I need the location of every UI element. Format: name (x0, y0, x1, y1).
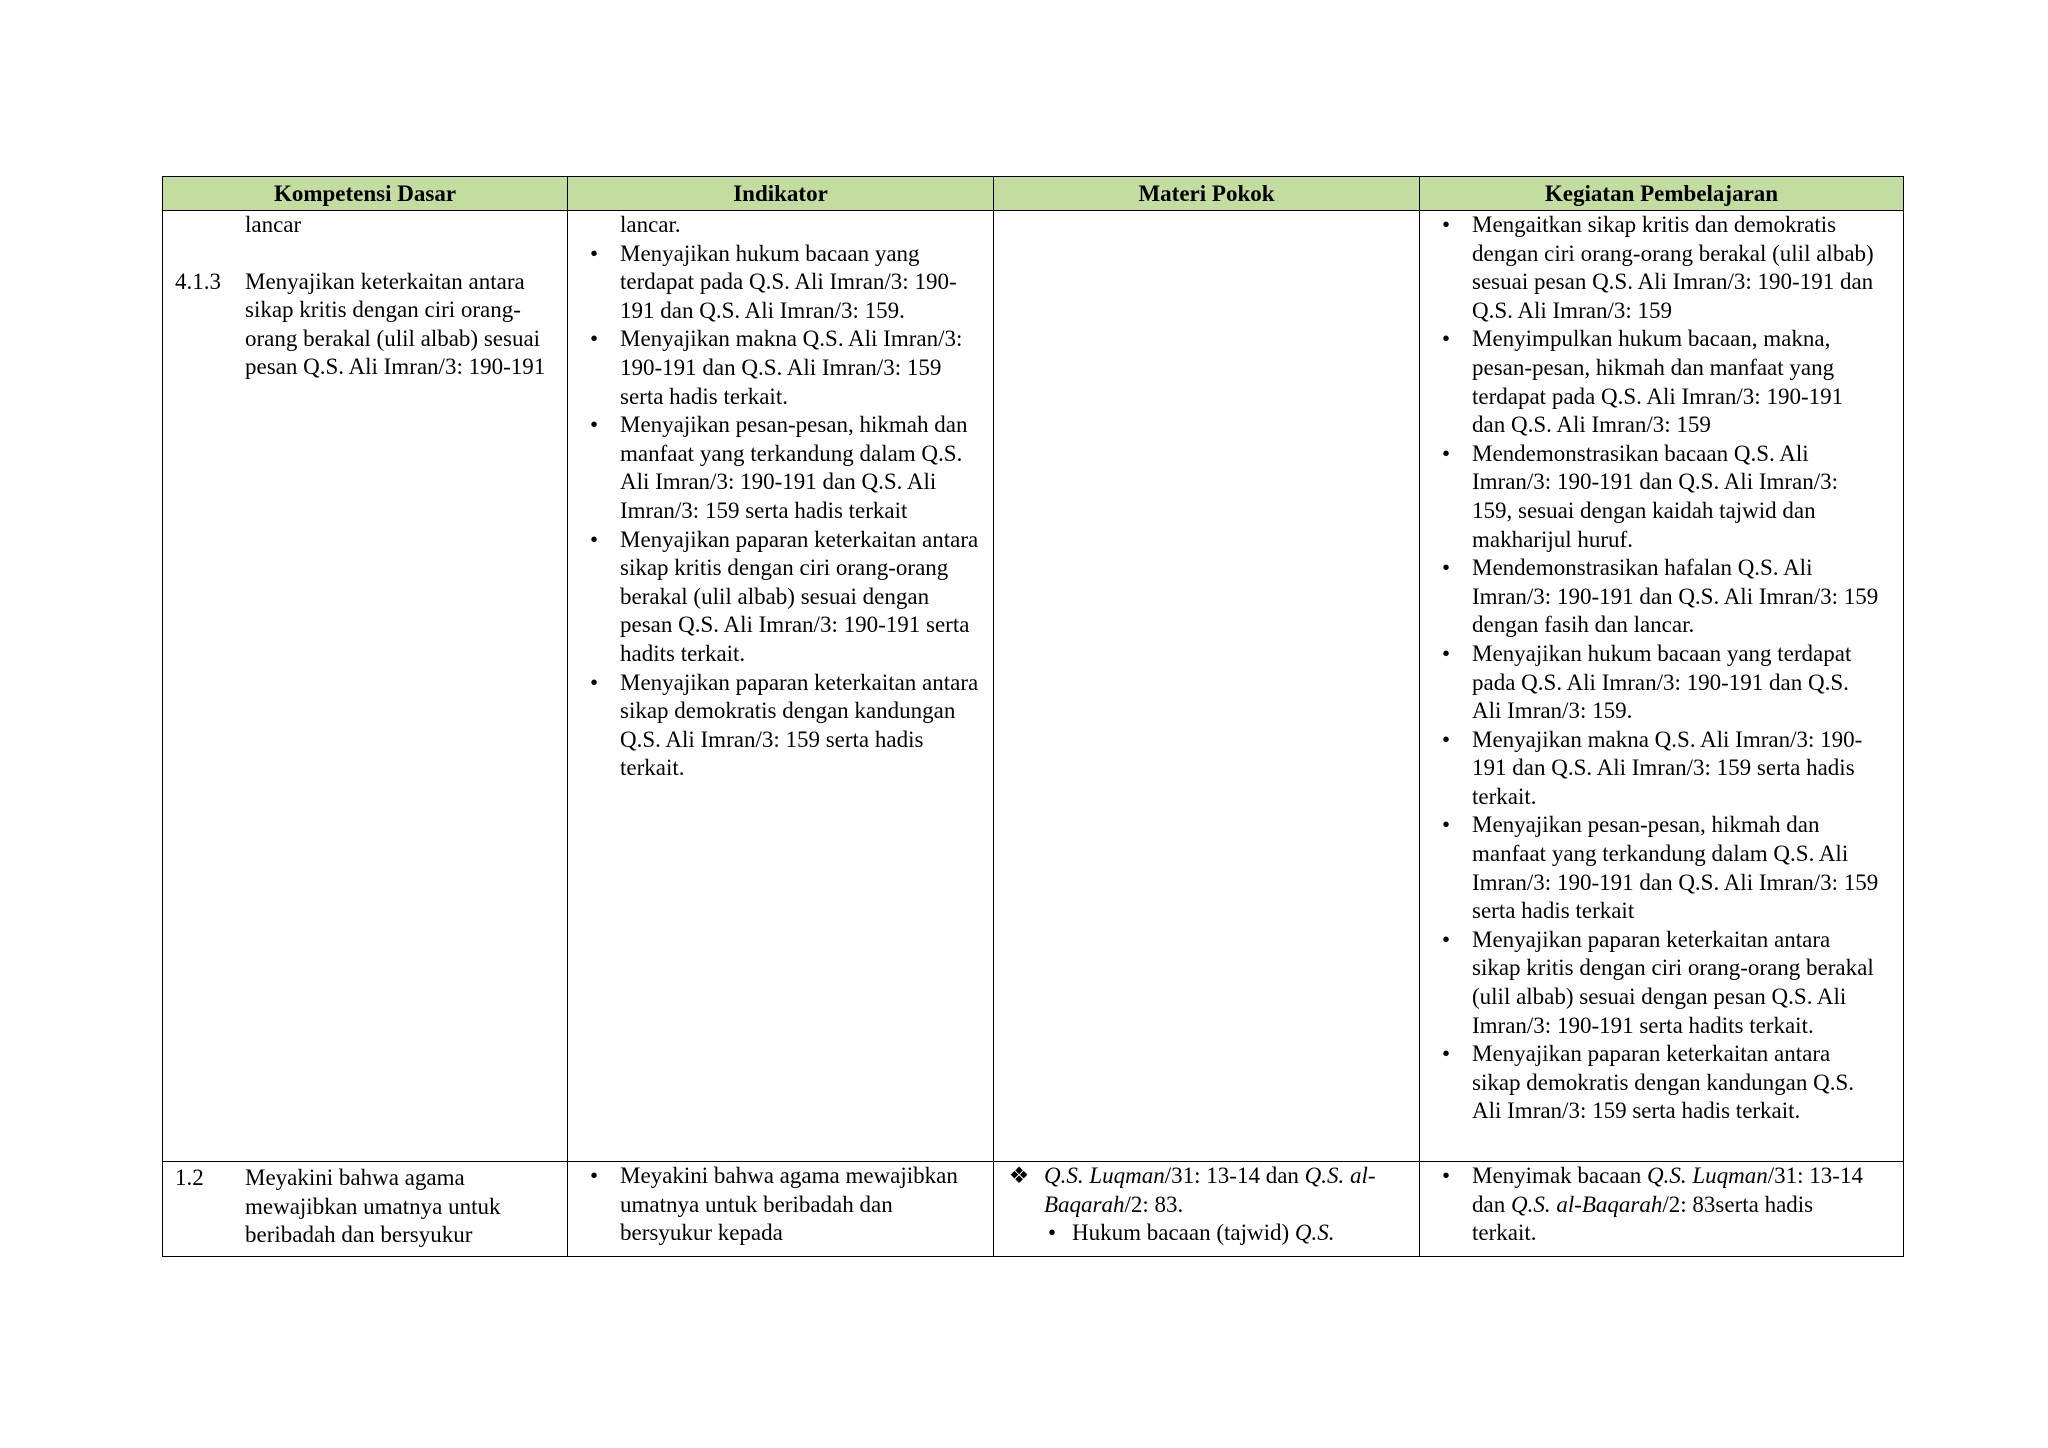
kd-item (163, 1162, 567, 1250)
bullet-icon: • (1441, 555, 1451, 581)
bullet-icon: • (1441, 812, 1451, 838)
list-item-text: Menyajikan makna Q.S. Ali Imran/3: 190-191 dan Q.S. Ali Imran/3: 159 serta hadis terkait. (1472, 726, 1863, 809)
kegiatan-list (1420, 1162, 1903, 1248)
list-item-text: Menyajikan makna Q.S. Ali Imran/3: 190-191 dan Q.S. Ali Imran/3: 159 serta hadis terkait. (620, 326, 963, 409)
materi-cell (994, 211, 1420, 1162)
list-item-text: Menyajikan hukum bacaan yang terdapat pada Q.S. Ali Imran/3: 190-191 dan Q.S. Ali Imran/3: 159. (620, 240, 957, 323)
bullet-icon: • (1441, 440, 1451, 466)
kd-continued-text: lancar (245, 212, 302, 237)
kegiatan-cell (1420, 1162, 1904, 1257)
list-item-text: Menyajikan paparan keterkaitan antara sikap demokratis dengan kandungan Q.S. Ali Imran/3: 159 serta hadis terkait. (620, 669, 979, 781)
list-item (1420, 926, 1903, 1040)
bullet-icon: • (589, 526, 599, 552)
list-item (1420, 811, 1903, 925)
indikator-list (568, 1162, 993, 1248)
list-item (568, 240, 993, 326)
kd-number: 1.2 (175, 1165, 204, 1190)
list-item-text: Menyajikan paparan keterkaitan antara sikap kritis dengan ciri orang-orang berakal (ulil albab) sesuai dengan pesan Q.S. Ali Imran/3: 190-191 serta hadits terkait. (1472, 926, 1874, 1038)
bullet-icon: • (589, 240, 599, 266)
list-item (1420, 211, 1903, 325)
list-item-text: Mendemonstrasikan hafalan Q.S. Ali Imran/3: 190-191 dan Q.S. Ali Imran/3: 159 dengan fasih dan lancar. (1472, 555, 1879, 638)
bullet-icon: • (1441, 212, 1451, 237)
list-item (1420, 1040, 1903, 1126)
list-item-text: Menyajikan pesan-pesan, hikmah dan manfaat yang terkandung dalam Q.S. Ali Imran/3: 190-191 dan Q.S. Ali Imran/3: 159 serta hadis terkait (1472, 812, 1879, 924)
list-item (568, 411, 993, 525)
header-indikator: Indikator (568, 177, 994, 211)
kd-number: 4.1.3 (175, 268, 221, 294)
table-header-row (163, 177, 1904, 211)
list-item (568, 526, 993, 669)
bullet-icon: • (1441, 1041, 1451, 1067)
list-item (1420, 640, 1903, 726)
kegiatan-list (1420, 211, 1903, 1126)
list-item-text: Menyajikan paparan keterkaitan antara sikap demokratis dengan kandungan Q.S. Ali Imran/3: 159 serta hadis terkait. (1472, 1041, 1854, 1124)
list-item (1420, 726, 1903, 812)
list-item-text: Mengaitkan sikap kritis dan demokratis dengan ciri orang-orang berakal (ulil albab) sesuai pesan Q.S. Ali Imran/3: 190-191 dan Q.S. Ali Imran/3: 159 (1472, 212, 1874, 323)
table-row (163, 1162, 1904, 1257)
bullet-icon: • (1048, 1220, 1057, 1246)
list-item (568, 325, 993, 411)
bullet-icon: • (1441, 640, 1451, 666)
surah-ref: /2: 83. (1124, 1191, 1184, 1217)
bullet-icon: • (589, 412, 599, 438)
kegiatan-mid: /31: 13-14 dan (1472, 1163, 1863, 1217)
materi-subitem (994, 1219, 1419, 1248)
list-item-text: Meyakini bahwa agama mewajibkan umatnya untuk beribadah dan bersyukur kepada (620, 1163, 958, 1246)
list-item (568, 1162, 993, 1248)
list-item-text: Menyajikan hukum bacaan yang terdapat pada Q.S. Ali Imran/3: 190-191 dan Q.S. Ali Imran/3: 159. (1472, 640, 1852, 724)
surah-name: Q.S. Luqman (1646, 1163, 1768, 1188)
bullet-icon: • (1441, 326, 1451, 352)
kegiatan-pre: Menyimak bacaan (1472, 1163, 1647, 1188)
table-row (163, 211, 1904, 1162)
surah-ref: /31: 13-14 dan (1164, 1163, 1305, 1188)
bullet-icon: • (589, 669, 599, 695)
bullet-icon: • (589, 326, 599, 352)
list-item (1420, 1162, 1903, 1248)
kd-cell (163, 211, 568, 1162)
kd-item (163, 268, 567, 382)
kegiatan-cell (1420, 211, 1904, 1162)
indikator-list (568, 240, 993, 783)
header-kompetensi-dasar: Kompetensi Dasar (163, 177, 568, 211)
bullet-icon: • (589, 1163, 599, 1188)
list-item (1420, 554, 1903, 640)
bullet-icon: • (1441, 926, 1451, 952)
indikator-cell (568, 1162, 994, 1257)
header-kegiatan-pembelajaran: Kegiatan Pembelajaran (1420, 177, 1904, 211)
kd-text: Menyajikan keterkaitan antara sikap kritis dengan ciri orang-orang berakal (ulil albab) sesuai pesan Q.S. Ali Imran/3: 190-191 (245, 268, 546, 380)
indikator-continued-text: lancar. (620, 212, 681, 237)
surah-name: Q.S. Luqman (1044, 1163, 1165, 1188)
list-item (1420, 440, 1903, 554)
surah-name: Q.S. (1294, 1220, 1335, 1246)
bullet-icon: • (1441, 726, 1451, 752)
surah-name: Q.S. al-Baqarah (1510, 1191, 1663, 1217)
header-materi-pokok: Materi Pokok (994, 177, 1420, 211)
indikator-cell (568, 211, 994, 1162)
list-item-text: Mendemonstrasikan bacaan Q.S. Ali Imran/3: 190-191 dan Q.S. Ali Imran/3: 159, sesuai dengan kaidah tajwid dan makharijul huruf. (1472, 440, 1839, 552)
syllabus-table (162, 176, 1904, 1257)
list-item-text: Menyajikan pesan-pesan, hikmah dan manfaat yang terkandung dalam Q.S. Ali Imran/3: 190-191 dan Q.S. Ali Imran/3: 159 serta hadis terkait (620, 412, 968, 523)
list-item-text: Menyimpulkan hukum bacaan, makna, pesan-pesan, hikmah dan manfaat yang terdapat pada Q.S. Ali Imran/3: 190-191 dan Q.S. Ali Imran/3: 159 (1472, 326, 1844, 438)
materi-subitem-text: Hukum bacaan (tajwid) (1072, 1220, 1295, 1246)
bullet-icon: • (1441, 1163, 1451, 1188)
list-item (1420, 325, 1903, 439)
list-item (568, 669, 993, 783)
kd-text: Meyakini bahwa agama mewajibkan umatnya untuk beribadah dan bersyukur (245, 1165, 501, 1248)
diamond-bullet-icon: ❖ (1008, 1163, 1030, 1188)
materi-cell (994, 1162, 1420, 1257)
kd-cell (163, 1162, 568, 1257)
materi-item (994, 1162, 1419, 1219)
list-item-text: Menyajikan paparan keterkaitan antara sikap kritis dengan ciri orang-orang berakal (ulil albab) sesuai dengan pesan Q.S. Ali Imran/3: 190-191 serta hadits terkait. (620, 526, 979, 666)
kegiatan-post: /2: 83serta hadis terkait. (1472, 1191, 1814, 1246)
surah-name: Q.S. al-Baqarah (1044, 1163, 1376, 1217)
